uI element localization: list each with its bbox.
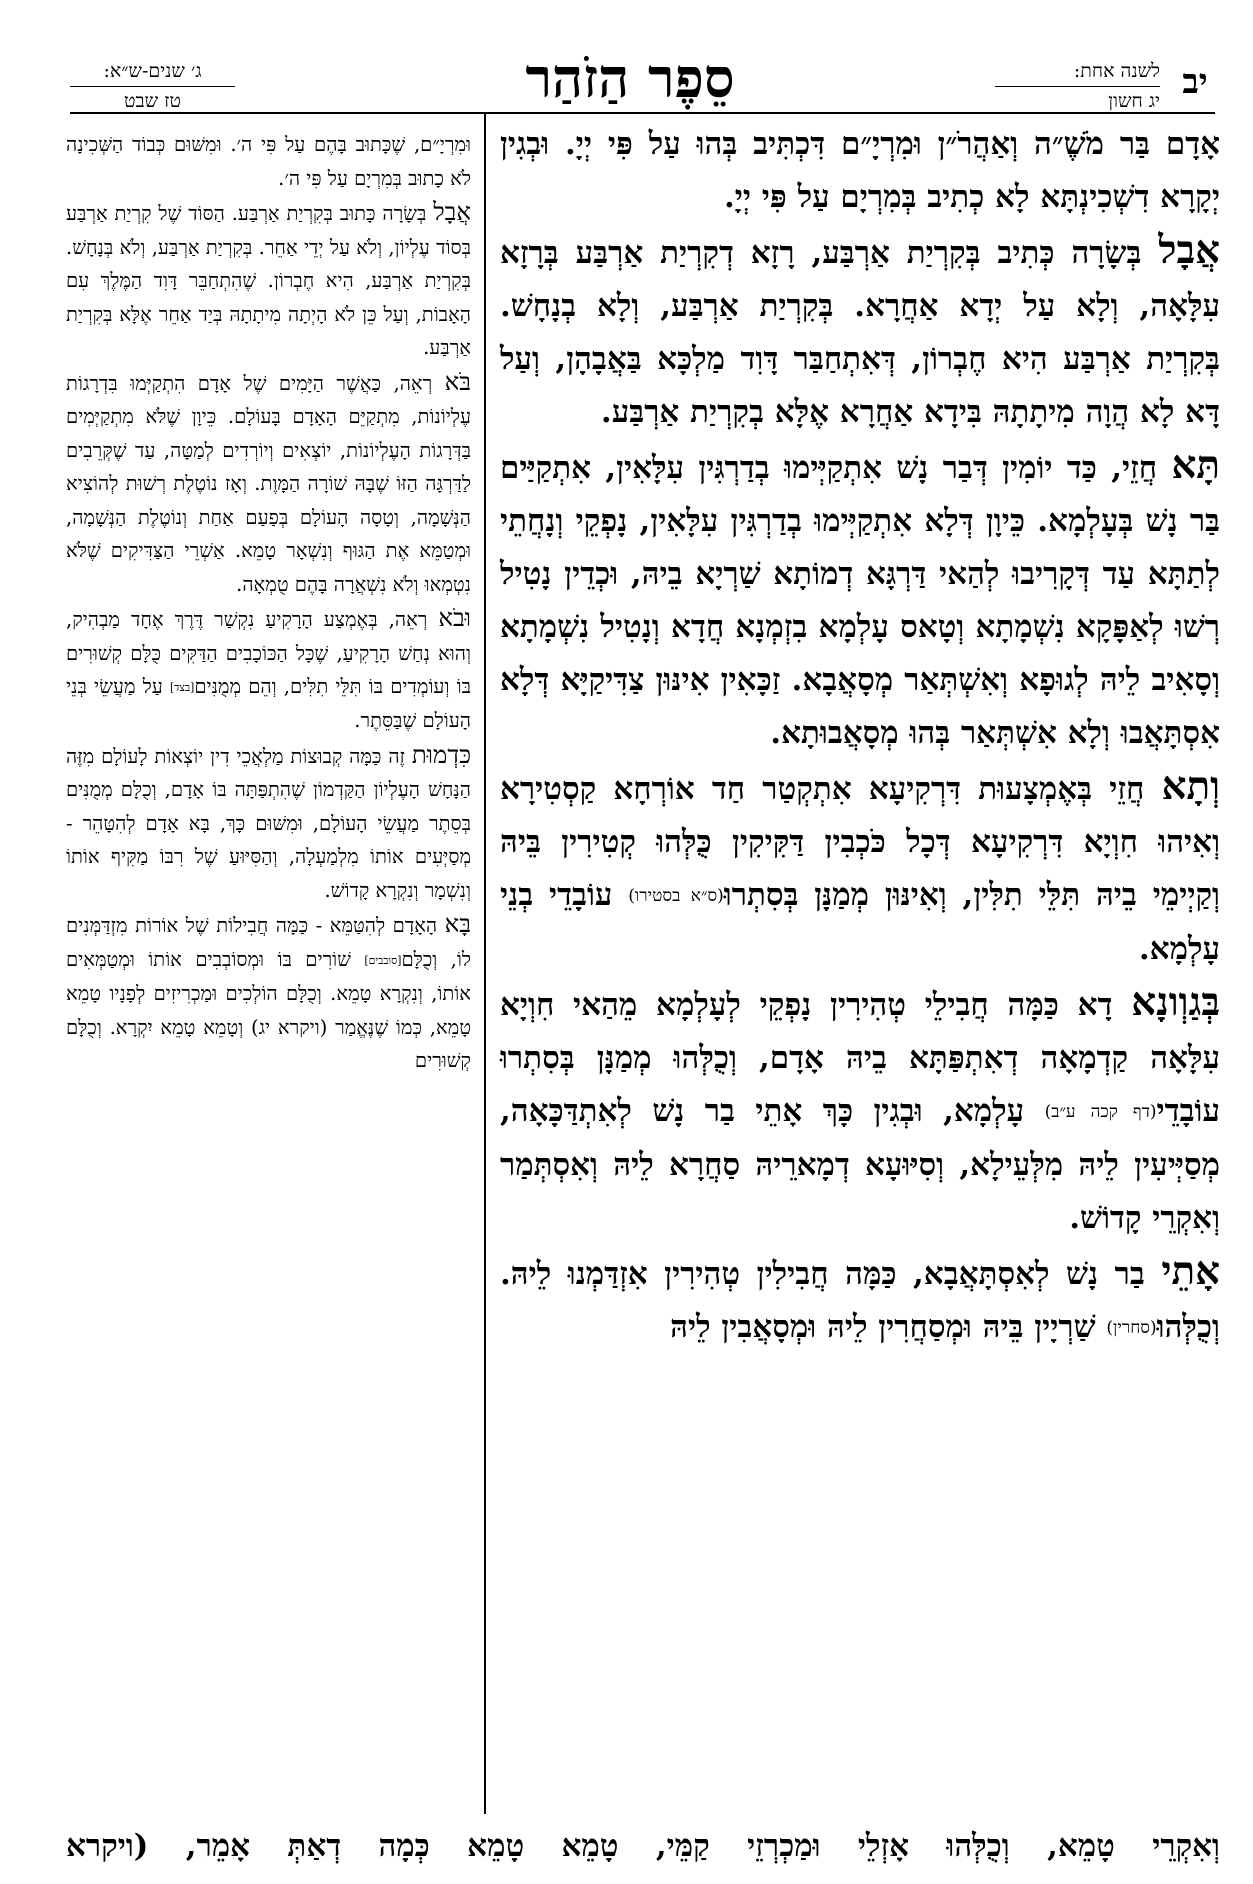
paragraph-text: אָדָם בַּר מֹשֶׁ״ה וְאַהֲרֹ״ן וּמִרְיָ״ם דִּכְתִּיב בְּהוּ עַל פִּי יְיָ. וּבְגִין יְקָרָא דִשְׁכִינְתָּא לָא כְתִיב בְּמִרְיָם עַל פִּי יְיָ. xyxy=(500,126,1220,215)
schedule-one-year: לשנה אחת: xyxy=(1073,60,1160,82)
aramaic-paragraph xyxy=(500,439,1220,760)
aramaic-paragraph xyxy=(500,1245,1220,1355)
page-number: יב xyxy=(1182,62,1208,102)
paragraph-text: בַר נָשׁ לְאִסְתָּאֲבָא, כַּמָּה חֲבִילִין טְהִירִין אִזְדַּמְנוּ לֵיהּ. וְכֻלְּהוּ xyxy=(500,1256,1220,1345)
paragraph-lead-word: בֹּא xyxy=(444,366,471,396)
paragraph-text-tail: שׁוֹרִים בּוֹ וּמְסוֹבְבִים אוֹתוֹ וּמְטַמְּאִים אוֹתוֹ, וְנִקְרָא טָמֵא. וְכֻלָּם הוֹלְכִים וּמַכְרִיזִים לְפָנָיו טָמֵא טָמֵא, כְּמוֹ שֶׁנֶּאֱמַר (ויקרא יג) וְטָמֵא טָמֵא יִקְרָא. וְכֻלָּם קְשׁוּרִים xyxy=(66,947,471,1072)
paragraph-lead-word: אֲבָל xyxy=(433,197,471,226)
schedule-one-year-date: יג חשון xyxy=(1108,90,1160,112)
book-title: סֵפֶר הַזֹהַר xyxy=(525,46,735,110)
paragraph-lead-word: בְּגַוְונָא xyxy=(1131,980,1220,1025)
variant-reading-note: (סחרין) xyxy=(1106,1318,1157,1338)
paragraph-text: זֶה כַּמָּה קְבוּצוֹת מַלְאֲכֵי דִין יוֹצְאוֹת לָעוֹלָם מִזֶּה הַנָּחָשׁ הָעֶלְיוֹן הַקַּדְמוֹן שֶׁהִתְפַּתָּה בּוֹ אָדָם, וְכֻלָּם מְמֻנִּים בְּסֵתֶר מַעֲשֵׂי הָעוֹלָם, וּמִשּׁוּם כָּךְ, בָּא אָדָם לְהִטָּהֵר - מְסַיְּעִים אוֹתוֹ מִלְמַעְלָה, וְהַסִּיּוּעַ שֶׁל רִבּוֹ מַקִּיף אוֹתוֹ וְנִשְׁמָר וְנִקְרָא קָדוֹשׁ. xyxy=(66,744,471,902)
paragraph-lead-word: כִּדְמוּת xyxy=(411,739,471,769)
paragraph-text-tail: עוֹבָדֵי בְנֵי עָלְמָא. xyxy=(500,877,1220,967)
hebrew-paragraph xyxy=(66,195,471,365)
aramaic-column xyxy=(500,118,1220,1355)
header-right-divider xyxy=(995,86,1160,87)
aramaic-paragraph xyxy=(500,976,1220,1245)
paragraph-text: רְאֵה, בְּאֶמְצַע הָרָקִיעַ נִקְשַׁר דֶּרֶךְ אֶחָד מַבְהִיק, וְהוּא נְחַשׁ הָרָקִיעַ, שֶׁכָּל הַכּוֹכָבִים הַדַּקִּים כֻּלָּם קְשׁוּרִים בּוֹ וְעוֹמְדִים בּוֹ תִּלֵּי תִלִּים, וְהֵם מְמֻנִּים xyxy=(66,608,471,698)
schedule-three-years: ג׳ שנים-ש״א: xyxy=(103,60,202,82)
paragraph-text: בְּשָׂרָה כָּתוּב בְּקִרְיַת אַרְבַּע. הַסּוֹד שֶׁל קִרְיַת אַרְבַּע בְּסוֹד עֶלְיוֹן, וְלֹא עַל יְדֵי אַחֵר. בְּקִרְיַת אַרְבַּע, וְלֹא בְּנָחָשׁ. בְּקִרְיַת אַרְבַּע, הִיא חֶבְרוֹן. שֶׁהִתְחַבֵּר דָּוִד הַמֶּלֶךְ עִם הָאָבוֹת, וְעַל כֵּן לֹא הָיְתָה מִיתָתָהּ בְּיַד אַחֵר אֶלָּא בְּקִרְיַת אַרְבַּע. xyxy=(66,202,471,359)
paragraph-lead-word: בָּא xyxy=(444,909,471,939)
paragraph-text: רְאֵה, כַּאֲשֶׁר הַיָּמִים שֶׁל אָדָם הִתְקַיְּמוּ בִּדְרָגוֹת עֶלְיוֹנוֹת, מִתְקַיֵּם הָאָדָם בָּעוֹלָם. כֵּיוָן שֶׁלֹּא מִתְקַיְּמִים בַּדְּרָגוֹת הָעֶלְיוֹנוֹת, יוֹצְאִים וְיוֹרְדִים לְמַטָּה, עַד שֶׁקְּרֵבִים לַדַּרְגָּה הַזּוֹ שֶׁבָּהּ שׁוֹרָה הַמָּוֶת. וְאָז נוֹטֶלֶת רְשׁוּת לְהוֹצִיא הַנְּשָׁמָה, וְטָסָה הָעוֹלָם בְּפַעַם אַחַת וְנוֹטֶלֶת הַנְּשָׁמָה, וּמְטַמֵּא אֶת הַגּוּף וְנִשְׁאָר טָמֵא. אַשְׁרֵי הַצַּדִּיקִים שֶׁלֹּא נִטְמְאוּ וְלֹא נִשְׁאֲרָה בָּהֶם טֻמְאָה. xyxy=(66,371,471,596)
paragraph-text: בְּשָׂרָה כְּתִיב בְּקִרְיַת אַרְבַּע, רָזָא דְקִרְיַת אַרְבַּע בְּרָזָא עִלָּאָה, וְלָא עַל יְדָא אַחֲרָא. בְּקִרְיַת אַרְבַּע, וְלָא בְנָחָשׁ. בְּקִרְיַת אַרְבַּע הִיא חֶבְרוֹן, דְּאִתְחַבַּר דָּוִד מַלְכָּא בַּאֲבָהָן, וְעַל דָּא לָא הֲוָה מִיתָתָהּ בִּידָא אַחֲרָא אֶלָּא בְקִרְיַת אַרְבַּע. xyxy=(500,235,1220,430)
column-divider xyxy=(484,114,486,1814)
paragraph-text: חֲזֵי בְּאֶמְצָעוּת דִּרְקִיעָא אִתְקְטַר חַד אוֹרְחָא קַסְטִירָא וְאִיהוּ חִוְיָא דִּרְקִיעָא דְּכָל כֹּכְבִין דַּקִּיקִין כֻּלְּהוּ קְטִירִין בֵּיהּ וְקַיְימֵי בֵיהּ תִּלֵּי תִלִּין, וְאִינּוּן מְמַנָּן בְּסִתְרוּ xyxy=(500,771,1220,913)
aramaic-continuation-line: וְאִקְרֵי טָמֵא, וְכֻלְּהוּ אָזְלֵי וּמַכְרְזֵי קַמֵּי, טָמֵא טָמֵא כְּמָה דְאַתְּ אָמֵר, (ויקרא xyxy=(66,1828,1220,1864)
hebrew-paragraph xyxy=(66,365,471,602)
aramaic-paragraph xyxy=(500,760,1220,976)
schedule-three-years-date: טז שבט xyxy=(124,90,181,112)
paragraph-lead-word: תָּא xyxy=(1171,443,1220,488)
hebrew-translation-column xyxy=(66,128,471,1078)
paragraph-text-tail: שַׁרְיָין בֵּיהּ וּמְסַחֲרִין לֵיהּ וּמְסָאֲבִין לֵיהּ xyxy=(670,1309,1107,1345)
paragraph-text: הָאָדָם לְהִטַּמֵּא - כַּמָּה חֲבִילוֹת שֶׁל אוֹרוֹת מִזְדַּמְּנִים לוֹ, וְכֻלָּם xyxy=(66,914,471,971)
hebrew-paragraph xyxy=(66,128,471,195)
header-left-divider xyxy=(70,86,235,87)
page-reference-note: (דף קכה ע״ב) xyxy=(1044,1102,1157,1122)
paragraph-lead-word: וְתָא xyxy=(1161,764,1220,809)
paragraph-text: חֲזֵי, כַּד יוֹמִין דְּבַר נָשׁ אִתְקַיְּימוּ בְדַרְגִּין עִלָּאִין, אִתְקַיַּים בַּר נָשׁ בְּעָלְמָא. כֵּיוָן דְּלָא אִתְקַיְּימוּ בְדַרְגִּין עִלָּאִין, נָפְקֵי וְנָחֲתֵי לְתַתָּא עַד דְּקָרִיבוּ לְהַאי דַּרְגָּא דְמוֹתָא שַׁרְיָא בֵיהּ, וּכְדֵין נָטִיל רְשׁוּ לְאַפָּקָא נִשְׁמָתָא וְטָאס עָלְמָא בִזְמְנָא חֲדָא וְנָטִיל נִשְׁמָתָא וְסָאִיב לֵיהּ לְגוּפָא וְאִשְׁתְּאַר מְסָאֲבָא. זַכָּאִין אִינּוּן צַדִּיקַיָּא דְּלָא אִסְתָּאֲבוּ וְלָא אִשְׁתְּאַר בְּהוּ מְסָאֲבוּתָא. xyxy=(500,450,1220,751)
aramaic-paragraph xyxy=(500,118,1220,224)
paragraph-text-tail: עָלְמָא, וּבְגִין כָּךְ אָתֵי בַר נָשׁ לְאִתְדַּכָּאָה, מְסַיְּיעִין לֵיהּ מִלְּעֵילָא, וְסִיּוּעָא דְמָארֵיהּ סַחֲרָא לֵיהּ וְאִסְתְּמַר וְאִקְרֵי קָדוֹשׁ. xyxy=(500,1093,1220,1236)
paragraph-text-tail: עַל מַעֲשֵׂי בְּנֵי הָעוֹלָם שֶׁבַּסֵּתֶר. xyxy=(66,675,471,733)
variant-reading-note: [סובבים] xyxy=(364,953,402,967)
header-rule xyxy=(70,112,1215,114)
paragraph-text: וּמִרְיָ״ם, שֶׁכָּתוּב בָּהֶם עַל פִּי ה׳. וּמִשּׁוּם כְּבוֹד הַשְּׁכִינָה לֹא כָתוּב בְּמִרְיָם עַל פִּי ה׳. xyxy=(66,133,471,190)
hebrew-paragraph xyxy=(66,738,471,908)
paragraph-lead-word: וּבֹא xyxy=(438,603,471,632)
variant-reading-note: (ס״א בסטירו) xyxy=(628,886,724,906)
paragraph-lead-word: אֲבָל xyxy=(1158,228,1220,273)
aramaic-paragraph xyxy=(500,224,1220,439)
variant-reading-note: [בצד] xyxy=(170,680,195,694)
paragraph-text: דָא כַּמָּה חֲבִילֵי טְהִירִין נָפְקֵי לְעָלְמָא מֵהַאי חִוְיָא עִלָּאָה קַדְמָאָה דְאִתְפַּתָּא בֵיהּ אָדָם, וְכֻלְּהוּ מְמַנָּן בְּסִתְרוּ עוֹבָדֵי xyxy=(500,987,1220,1129)
hebrew-paragraph xyxy=(66,601,471,738)
hebrew-paragraph xyxy=(66,907,471,1077)
paragraph-lead-word: אָתֵי xyxy=(1161,1249,1220,1294)
